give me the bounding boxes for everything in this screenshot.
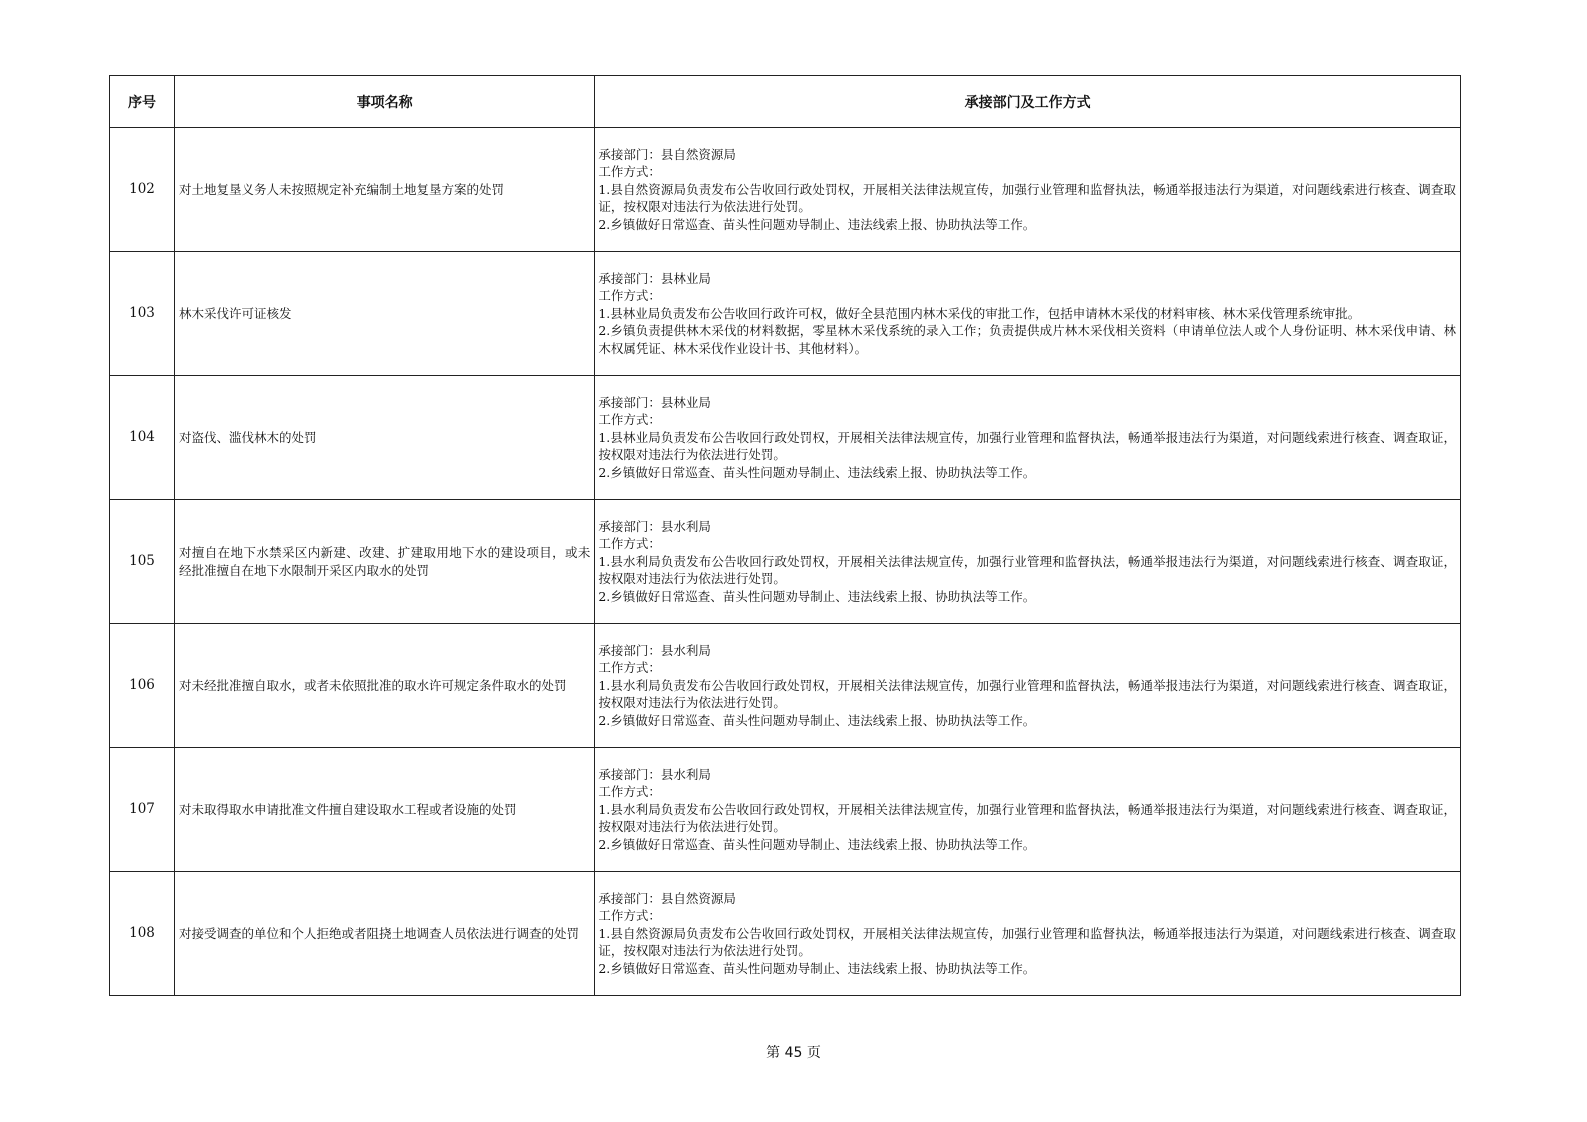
table-row	[110, 376, 1461, 500]
header-dept: 承接部门及工作方式	[595, 76, 1461, 128]
method-label: 工作方式：	[598, 784, 661, 800]
dept-line: 承接部门：县林业局	[598, 270, 711, 286]
matter-name: 对未经批准擅自取水，或者未依照批准的取水许可规定条件取水的处罚	[175, 624, 595, 748]
dept-method-cell	[595, 252, 1461, 376]
method-step-1: 1.县水利局负责发布公告收回行政处罚权，开展相关法律法规宣传，加强行业管理和监督执法，畅通举报违法行为渠道，对问题线索进行核查、调查取证，按权限对违法行为依法进行处罚。	[598, 553, 1456, 587]
dept-method-cell	[595, 376, 1461, 500]
method-label: 工作方式：	[598, 660, 661, 676]
dept-line: 承接部门：县自然资源局	[598, 146, 736, 162]
method-step-2: 2.乡镇负责提供林木采伐的材料数据，零星林木采伐系统的录入工作；负责提供成片林木采伐相关资料（申请单位法人或个人身份证明、林木采伐申请、林木权属凭证、林木采伐作业设计书、其他材料）。	[598, 323, 1456, 356]
method-step-2: 2.乡镇做好日常巡查、苗头性问题劝导制止、违法线索上报、协助执法等工作。	[598, 960, 1036, 976]
method-step-1: 1.县自然资源局负责发布公告收回行政处罚权，开展相关法律法规宣传，加强行业管理和监督执法，畅通举报违法行为渠道，对问题线索进行核查、调查取证，按权限对违法行为依法进行处罚。	[598, 925, 1456, 959]
method-label: 工作方式：	[598, 164, 661, 180]
row-number: 102	[110, 128, 175, 252]
table-row	[110, 748, 1461, 872]
method-label: 工作方式：	[598, 288, 661, 304]
matter-name: 对接受调查的单位和个人拒绝或者阻挠土地调查人员依法进行调查的处罚	[175, 872, 595, 996]
method-step-2: 2.乡镇做好日常巡查、苗头性问题劝导制止、违法线索上报、协助执法等工作。	[598, 464, 1036, 480]
dept-method-cell	[595, 872, 1461, 996]
method-step-1: 1.县林业局负责发布公告收回行政处罚权，开展相关法律法规宣传，加强行业管理和监督执法，畅通举报违法行为渠道，对问题线索进行核查、调查取证，按权限对违法行为依法进行处罚。	[598, 429, 1456, 463]
row-number: 103	[110, 252, 175, 376]
row-number: 108	[110, 872, 175, 996]
matters-table	[109, 75, 1461, 996]
dept-method-cell	[595, 128, 1461, 252]
matter-name: 对土地复垦义务人未按照规定补充编制土地复垦方案的处罚	[175, 128, 595, 252]
method-label: 工作方式：	[598, 412, 661, 428]
dept-method-cell	[595, 624, 1461, 748]
table-row	[110, 872, 1461, 996]
table-header-row	[110, 76, 1461, 128]
row-number: 105	[110, 500, 175, 624]
method-label: 工作方式：	[598, 908, 661, 924]
method-step-1: 1.县水利局负责发布公告收回行政处罚权，开展相关法律法规宣传，加强行业管理和监督执法，畅通举报违法行为渠道，对问题线索进行核查、调查取证，按权限对违法行为依法进行处罚。	[598, 677, 1456, 711]
matter-name: 对盗伐、滥伐林木的处罚	[175, 376, 595, 500]
row-number: 107	[110, 748, 175, 872]
dept-line: 承接部门：县林业局	[598, 394, 711, 410]
row-number: 104	[110, 376, 175, 500]
dept-line: 承接部门：县自然资源局	[598, 890, 736, 906]
dept-method-cell	[595, 500, 1461, 624]
method-label: 工作方式：	[598, 536, 661, 552]
table-row	[110, 128, 1461, 252]
header-no: 序号	[110, 76, 175, 128]
matter-name: 对未取得取水申请批准文件擅自建设取水工程或者设施的处罚	[175, 748, 595, 872]
dept-line: 承接部门：县水利局	[598, 766, 711, 782]
dept-line: 承接部门：县水利局	[598, 642, 711, 658]
table-row	[110, 252, 1461, 376]
dept-method-cell	[595, 748, 1461, 872]
matter-name: 林木采伐许可证核发	[175, 252, 595, 376]
method-step-1: 1.县水利局负责发布公告收回行政处罚权，开展相关法律法规宣传，加强行业管理和监督执法，畅通举报违法行为渠道，对问题线索进行核查、调查取证，按权限对违法行为依法进行处罚。	[598, 801, 1456, 835]
method-step-2: 2.乡镇做好日常巡查、苗头性问题劝导制止、违法线索上报、协助执法等工作。	[598, 712, 1036, 728]
method-step-2: 2.乡镇做好日常巡查、苗头性问题劝导制止、违法线索上报、协助执法等工作。	[598, 216, 1036, 232]
method-step-1: 1.县林业局负责发布公告收回行政许可权，做好全县范围内林木采伐的审批工作，包括申请林木采伐的材料审核、林木采伐管理系统审批。	[598, 305, 1361, 321]
dept-line: 承接部门：县水利局	[598, 518, 711, 534]
method-step-2: 2.乡镇做好日常巡查、苗头性问题劝导制止、违法线索上报、协助执法等工作。	[598, 836, 1036, 852]
table-row	[110, 500, 1461, 624]
method-step-2: 2.乡镇做好日常巡查、苗头性问题劝导制止、违法线索上报、协助执法等工作。	[598, 588, 1036, 604]
table-row	[110, 624, 1461, 748]
page-number: 第 45 页	[766, 1045, 821, 1061]
header-name: 事项名称	[175, 76, 595, 128]
row-number: 106	[110, 624, 175, 748]
method-step-1: 1.县自然资源局负责发布公告收回行政处罚权，开展相关法律法规宣传，加强行业管理和监督执法，畅通举报违法行为渠道，对问题线索进行核查、调查取证，按权限对违法行为依法进行处罚。	[598, 181, 1456, 215]
matter-name: 对擅自在地下水禁采区内新建、改建、扩建取用地下水的建设项目，或未经批准擅自在地下水限制开采区内取水的处罚	[175, 500, 595, 624]
